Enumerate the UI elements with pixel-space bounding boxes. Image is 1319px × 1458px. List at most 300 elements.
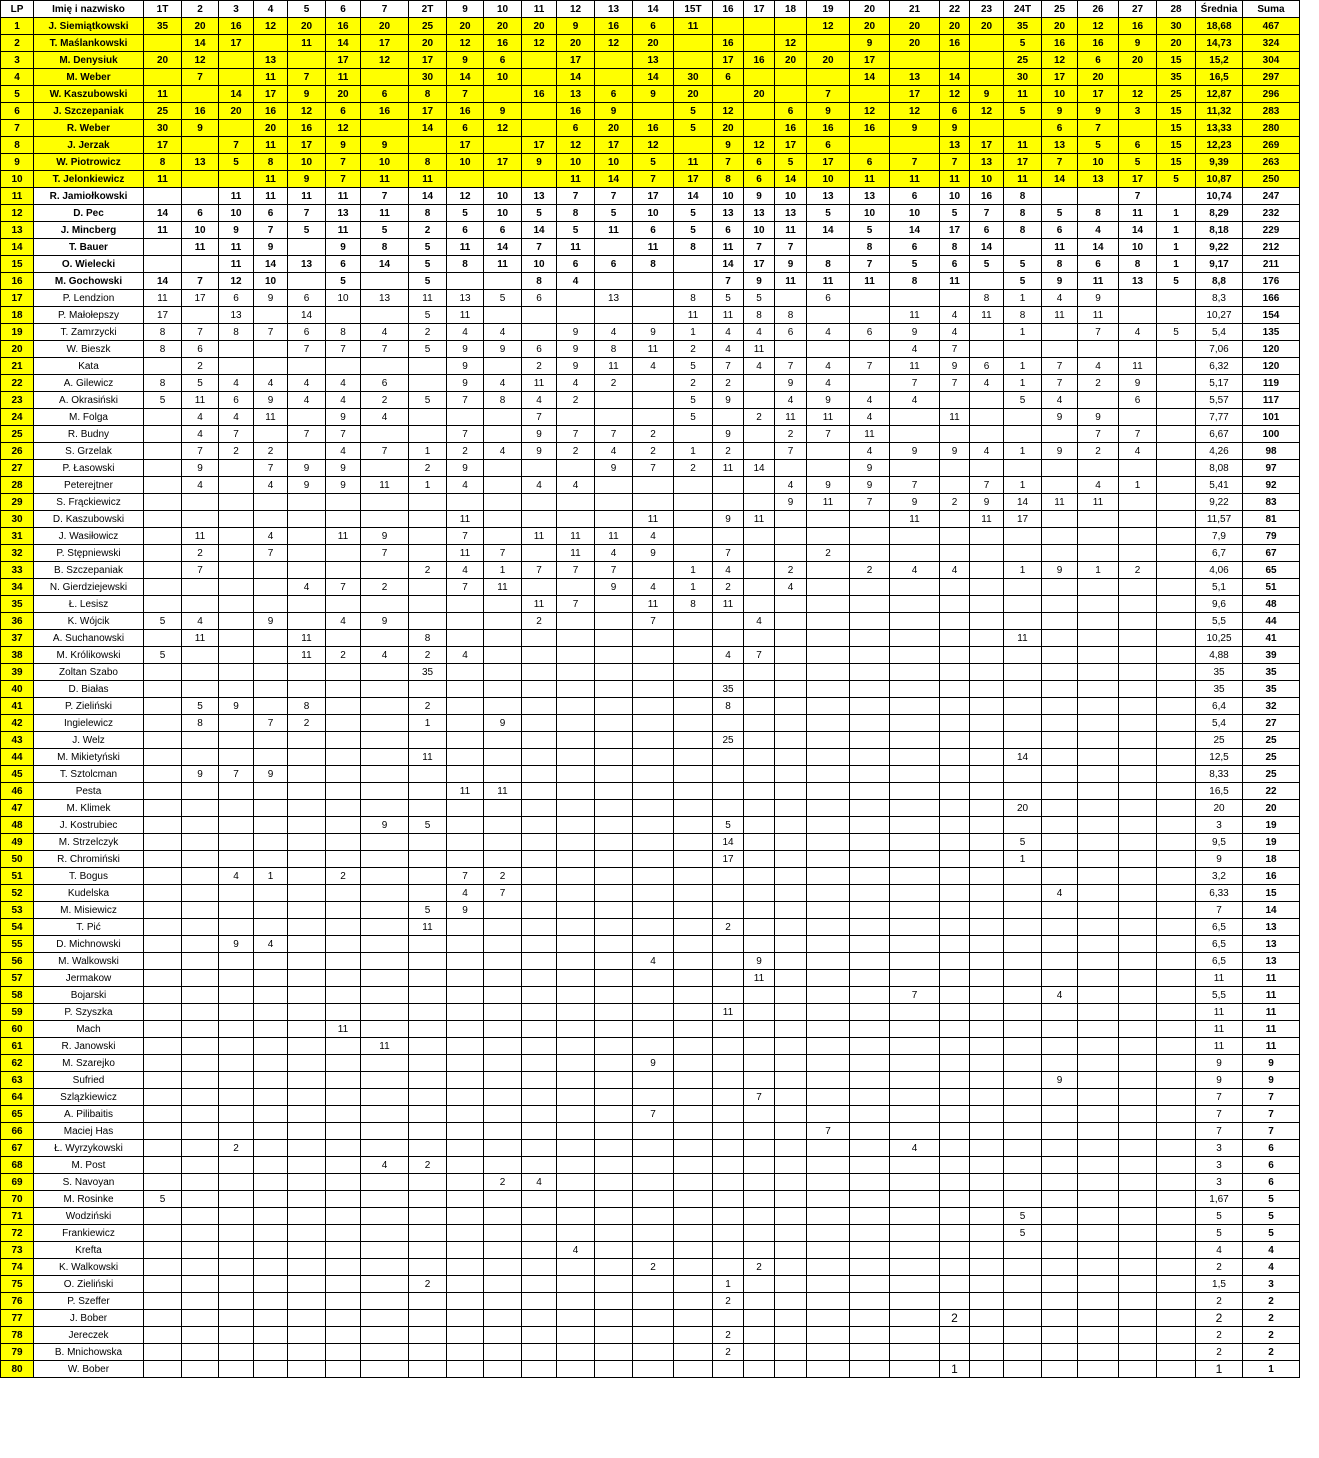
score-cell: 8	[219, 324, 254, 341]
table-row	[1, 1004, 1300, 1021]
score-cell	[182, 596, 219, 613]
score-cell: 8	[940, 239, 970, 256]
average-cell: 5,41	[1196, 477, 1243, 494]
score-cell: 25	[1004, 52, 1042, 69]
score-cell	[940, 477, 970, 494]
score-cell: 11	[633, 341, 674, 358]
score-cell: 8	[850, 239, 890, 256]
score-cell	[970, 1089, 1004, 1106]
score-cell	[361, 1123, 409, 1140]
score-cell	[890, 936, 940, 953]
score-cell: 4	[850, 409, 890, 426]
score-cell	[775, 834, 807, 851]
score-cell: 14	[219, 86, 254, 103]
score-cell	[850, 953, 890, 970]
table-row	[1, 222, 1300, 239]
rank-cell: 59	[1, 1004, 34, 1021]
table-row	[1, 1140, 1300, 1157]
table-row	[1, 902, 1300, 919]
score-cell	[674, 52, 713, 69]
player-name-cell: J. Bober	[34, 1310, 144, 1327]
score-cell: 9	[713, 426, 744, 443]
rank-cell: 43	[1, 732, 34, 749]
score-cell: 8	[522, 273, 557, 290]
score-cell: 10	[775, 188, 807, 205]
score-cell	[361, 1208, 409, 1225]
rank-cell: 30	[1, 511, 34, 528]
score-cell: 11	[182, 630, 219, 647]
table-row	[1, 477, 1300, 494]
score-cell	[1157, 1123, 1196, 1140]
score-cell: 11	[447, 239, 484, 256]
score-cell	[219, 1310, 254, 1327]
score-cell: 6	[326, 103, 361, 120]
score-cell	[674, 664, 713, 681]
score-cell	[557, 800, 595, 817]
score-cell	[595, 1174, 633, 1191]
score-cell	[744, 698, 775, 715]
score-cell	[409, 1004, 447, 1021]
score-cell	[890, 1361, 940, 1378]
score-cell	[1078, 511, 1119, 528]
score-cell	[890, 1208, 940, 1225]
score-cell: 2	[713, 443, 744, 460]
score-cell	[409, 970, 447, 987]
score-cell	[713, 1310, 744, 1327]
score-cell	[182, 970, 219, 987]
score-cell: 20	[254, 120, 288, 137]
player-name-cell: J. Szczepaniak	[34, 103, 144, 120]
score-cell	[144, 800, 182, 817]
score-cell	[775, 1361, 807, 1378]
score-cell	[970, 953, 1004, 970]
score-cell	[940, 630, 970, 647]
score-cell: 16	[254, 103, 288, 120]
score-cell: 9	[940, 358, 970, 375]
score-cell: 4	[326, 443, 361, 460]
score-cell: 13	[713, 205, 744, 222]
score-cell	[254, 1276, 288, 1293]
score-cell	[940, 1344, 970, 1361]
score-cell	[254, 919, 288, 936]
score-cell	[595, 69, 633, 86]
score-cell	[254, 970, 288, 987]
score-cell	[850, 1191, 890, 1208]
score-cell: 14	[144, 273, 182, 290]
score-cell	[1119, 681, 1157, 698]
score-cell	[595, 1089, 633, 1106]
score-cell	[807, 1276, 850, 1293]
score-cell	[775, 1140, 807, 1157]
score-cell	[633, 970, 674, 987]
score-cell	[850, 1276, 890, 1293]
score-cell: 11	[557, 528, 595, 545]
score-cell	[144, 1072, 182, 1089]
score-cell	[182, 494, 219, 511]
score-cell	[940, 545, 970, 562]
score-cell: 1	[1157, 239, 1196, 256]
score-cell	[1157, 1089, 1196, 1106]
score-cell	[674, 273, 713, 290]
score-cell	[713, 613, 744, 630]
score-cell	[940, 1259, 970, 1276]
score-cell	[326, 545, 361, 562]
rank-cell: 52	[1, 885, 34, 902]
score-cell	[182, 171, 219, 188]
total-cell: 39	[1243, 647, 1300, 664]
score-cell	[447, 1310, 484, 1327]
score-cell: 9	[890, 494, 940, 511]
player-name-cell: W. Kaszubowski	[34, 86, 144, 103]
score-cell	[219, 460, 254, 477]
table-row	[1, 273, 1300, 290]
average-cell: 15,2	[1196, 52, 1243, 69]
score-cell: 11	[1078, 273, 1119, 290]
score-cell: 2	[484, 868, 522, 885]
score-cell	[1157, 664, 1196, 681]
score-cell	[361, 868, 409, 885]
score-cell: 6	[1042, 222, 1078, 239]
score-cell: 6	[970, 358, 1004, 375]
column-header-24: 23	[970, 1, 1004, 18]
score-cell	[940, 392, 970, 409]
score-cell	[1042, 919, 1078, 936]
score-cell: 2	[326, 868, 361, 885]
score-cell: 12	[970, 103, 1004, 120]
score-cell	[447, 732, 484, 749]
score-cell	[807, 664, 850, 681]
score-cell	[713, 1072, 744, 1089]
score-cell	[1042, 477, 1078, 494]
player-name-cell: Kudelska	[34, 885, 144, 902]
score-cell	[713, 885, 744, 902]
score-cell	[1157, 579, 1196, 596]
score-cell	[522, 1072, 557, 1089]
score-cell	[1004, 1140, 1042, 1157]
score-cell	[484, 494, 522, 511]
score-cell	[409, 1191, 447, 1208]
score-cell	[1004, 528, 1042, 545]
total-cell: 9	[1243, 1055, 1300, 1072]
score-cell	[144, 69, 182, 86]
rank-cell: 10	[1, 171, 34, 188]
score-cell	[775, 936, 807, 953]
score-cell	[144, 1174, 182, 1191]
score-cell	[557, 1310, 595, 1327]
score-cell: 10	[182, 222, 219, 239]
score-cell	[807, 902, 850, 919]
score-cell	[744, 545, 775, 562]
total-cell: 15	[1243, 885, 1300, 902]
score-cell	[144, 1344, 182, 1361]
score-cell	[484, 766, 522, 783]
score-cell: 4	[182, 409, 219, 426]
score-cell	[1078, 749, 1119, 766]
score-cell	[326, 1344, 361, 1361]
score-cell	[940, 528, 970, 545]
score-cell: 7	[326, 341, 361, 358]
score-cell	[144, 1361, 182, 1378]
score-cell	[1157, 1208, 1196, 1225]
score-cell	[288, 1089, 326, 1106]
table-row	[1, 290, 1300, 307]
rank-cell: 20	[1, 341, 34, 358]
score-cell: 7	[595, 188, 633, 205]
score-cell	[807, 1344, 850, 1361]
score-cell: 11	[633, 511, 674, 528]
score-cell	[775, 545, 807, 562]
score-cell	[1119, 800, 1157, 817]
score-cell	[850, 1089, 890, 1106]
score-cell: 4	[219, 868, 254, 885]
score-cell	[522, 103, 557, 120]
score-cell	[557, 1004, 595, 1021]
score-cell	[674, 1123, 713, 1140]
score-cell	[850, 1310, 890, 1327]
rank-cell: 40	[1, 681, 34, 698]
score-cell	[1004, 953, 1042, 970]
score-cell	[288, 443, 326, 460]
score-cell	[1078, 885, 1119, 902]
score-cell	[1004, 936, 1042, 953]
score-cell: 14	[1004, 749, 1042, 766]
score-cell: 17	[713, 52, 744, 69]
rank-cell: 73	[1, 1242, 34, 1259]
score-cell: 16	[970, 188, 1004, 205]
score-cell	[807, 851, 850, 868]
score-cell: 11	[361, 205, 409, 222]
score-cell	[182, 1157, 219, 1174]
score-cell	[940, 1123, 970, 1140]
rank-cell: 31	[1, 528, 34, 545]
column-header-30: Średnia	[1196, 1, 1243, 18]
player-name-cell: Ł. Wyrzykowski	[34, 1140, 144, 1157]
score-cell	[713, 630, 744, 647]
score-cell	[1004, 1157, 1042, 1174]
score-cell	[288, 545, 326, 562]
score-cell	[674, 902, 713, 919]
score-cell	[288, 1276, 326, 1293]
score-cell	[1157, 1276, 1196, 1293]
score-cell	[409, 851, 447, 868]
score-cell	[219, 1293, 254, 1310]
score-cell	[288, 1310, 326, 1327]
score-cell	[409, 800, 447, 817]
score-cell	[1004, 579, 1042, 596]
score-cell: 7	[182, 324, 219, 341]
player-name-cell: M. Rosinke	[34, 1191, 144, 1208]
score-cell	[182, 579, 219, 596]
score-cell: 8	[447, 256, 484, 273]
score-cell: 6	[219, 392, 254, 409]
score-cell	[775, 630, 807, 647]
score-cell	[970, 392, 1004, 409]
score-cell	[850, 681, 890, 698]
score-cell	[970, 766, 1004, 783]
score-cell: 4	[713, 341, 744, 358]
score-cell	[288, 409, 326, 426]
score-cell	[182, 1174, 219, 1191]
score-cell	[254, 1191, 288, 1208]
score-cell	[1004, 970, 1042, 987]
score-cell	[219, 1072, 254, 1089]
score-cell	[254, 307, 288, 324]
score-cell: 2	[557, 392, 595, 409]
score-cell	[409, 1123, 447, 1140]
score-cell	[522, 1242, 557, 1259]
score-cell: 5	[144, 1191, 182, 1208]
score-cell: 1	[1004, 562, 1042, 579]
table-row	[1, 256, 1300, 273]
score-cell	[744, 1140, 775, 1157]
score-cell	[775, 919, 807, 936]
score-cell	[447, 970, 484, 987]
score-cell	[674, 868, 713, 885]
score-cell	[1004, 1021, 1042, 1038]
score-cell	[970, 1310, 1004, 1327]
score-cell	[326, 1242, 361, 1259]
score-cell: 16	[775, 120, 807, 137]
score-cell: 5	[409, 273, 447, 290]
score-cell	[361, 1293, 409, 1310]
score-cell	[674, 137, 713, 154]
score-cell	[557, 579, 595, 596]
score-cell	[1078, 1004, 1119, 1021]
score-cell	[288, 1191, 326, 1208]
score-cell: 20	[409, 35, 447, 52]
score-cell	[850, 341, 890, 358]
score-cell: 9	[1119, 375, 1157, 392]
score-cell	[744, 902, 775, 919]
score-cell: 12	[807, 18, 850, 35]
score-cell: 8	[409, 154, 447, 171]
score-cell: 6	[1119, 137, 1157, 154]
score-cell	[970, 1344, 1004, 1361]
score-cell	[970, 460, 1004, 477]
score-cell: 9	[219, 222, 254, 239]
rank-cell: 15	[1, 256, 34, 273]
score-cell	[484, 902, 522, 919]
score-cell	[219, 596, 254, 613]
total-cell: 3	[1243, 1276, 1300, 1293]
score-cell: 9	[254, 290, 288, 307]
score-cell: 20	[1078, 69, 1119, 86]
score-cell	[674, 1089, 713, 1106]
score-cell	[1078, 460, 1119, 477]
score-cell	[557, 1106, 595, 1123]
average-cell: 2	[1196, 1327, 1243, 1344]
score-cell	[144, 460, 182, 477]
score-cell	[447, 817, 484, 834]
score-cell	[219, 613, 254, 630]
score-cell	[744, 851, 775, 868]
player-name-cell: Krefta	[34, 1242, 144, 1259]
score-cell	[254, 749, 288, 766]
score-cell: 5	[409, 902, 447, 919]
rank-cell: 75	[1, 1276, 34, 1293]
rank-cell: 65	[1, 1106, 34, 1123]
score-cell: 11	[409, 919, 447, 936]
score-cell: 5	[1004, 35, 1042, 52]
column-header-23: 22	[940, 1, 970, 18]
score-cell: 12	[254, 18, 288, 35]
average-cell: 9	[1196, 1072, 1243, 1089]
score-cell	[182, 1208, 219, 1225]
score-cell	[288, 1242, 326, 1259]
score-cell	[1004, 732, 1042, 749]
total-cell: 297	[1243, 69, 1300, 86]
score-cell	[288, 1140, 326, 1157]
score-cell	[1119, 1106, 1157, 1123]
score-cell	[807, 562, 850, 579]
score-cell	[1157, 358, 1196, 375]
average-cell: 2	[1196, 1293, 1243, 1310]
score-cell	[288, 851, 326, 868]
score-cell	[254, 1242, 288, 1259]
score-cell	[1004, 1123, 1042, 1140]
total-cell: 51	[1243, 579, 1300, 596]
score-cell	[522, 749, 557, 766]
score-cell: 7	[361, 545, 409, 562]
score-cell: 2	[940, 494, 970, 511]
average-cell: 5	[1196, 1208, 1243, 1225]
score-cell: 9	[850, 477, 890, 494]
score-cell	[447, 664, 484, 681]
score-cell: 5	[144, 647, 182, 664]
score-cell: 11	[447, 783, 484, 800]
score-cell	[633, 1276, 674, 1293]
score-cell: 17	[144, 137, 182, 154]
score-cell: 4	[1042, 290, 1078, 307]
table-row	[1, 919, 1300, 936]
score-cell	[744, 477, 775, 494]
score-cell	[807, 1140, 850, 1157]
score-cell: 1	[254, 868, 288, 885]
score-cell: 6	[1042, 120, 1078, 137]
score-cell	[970, 1327, 1004, 1344]
score-cell: 7	[326, 579, 361, 596]
score-cell	[557, 970, 595, 987]
score-cell	[595, 1140, 633, 1157]
score-cell	[633, 715, 674, 732]
score-cell: 7	[1042, 358, 1078, 375]
score-cell	[1119, 1089, 1157, 1106]
average-cell: 8,3	[1196, 290, 1243, 307]
score-cell: 8	[890, 273, 940, 290]
rank-cell: 7	[1, 120, 34, 137]
score-cell	[595, 1191, 633, 1208]
table-row	[1, 324, 1300, 341]
score-cell	[940, 698, 970, 715]
score-cell	[522, 1276, 557, 1293]
column-header-12: 11	[522, 1, 557, 18]
score-cell	[890, 1038, 940, 1055]
score-cell	[1157, 1038, 1196, 1055]
rank-cell: 79	[1, 1344, 34, 1361]
score-cell: 10	[890, 205, 940, 222]
score-cell	[775, 1055, 807, 1072]
score-cell	[219, 1242, 254, 1259]
score-cell	[633, 307, 674, 324]
score-cell	[1157, 1021, 1196, 1038]
score-cell	[219, 341, 254, 358]
score-cell	[890, 868, 940, 885]
player-name-cell: M. Walkowski	[34, 953, 144, 970]
score-cell	[890, 1191, 940, 1208]
score-cell	[807, 460, 850, 477]
score-cell	[447, 1293, 484, 1310]
score-cell	[409, 1293, 447, 1310]
